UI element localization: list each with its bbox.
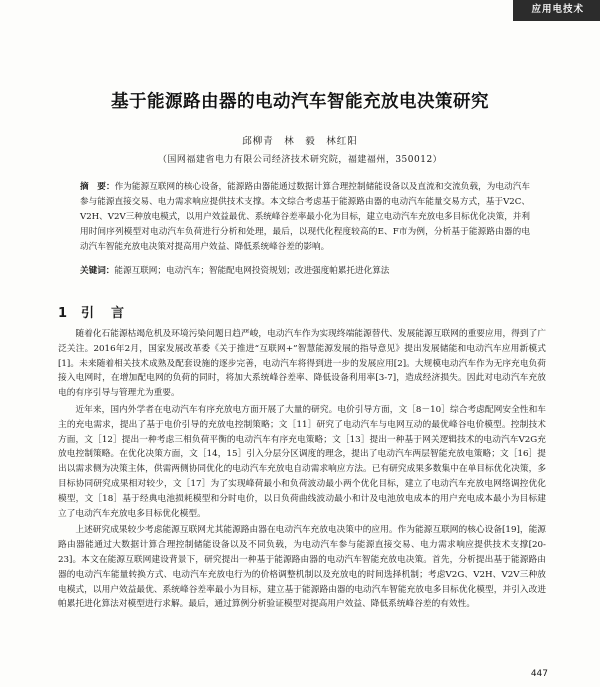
section-title: 引 言 [81, 306, 127, 321]
section-number: 1 [58, 306, 70, 321]
affiliation: （国网福建省电力有限公司经济技术研究院，福建福州，350012） [157, 155, 443, 165]
abstract-text: 作为能源互联网的核心设备，能源路由器能通过数据计算合理控制储能设备以及直流和交流负载，为电动汽车参与能源直接交易、电力需求响应提供技术支撑。本文综合考虑基于能源路由器的电动汽车能量交易方式，基于V2C、V2H、V2V三种放电模式，以用户效益最优、系统峰谷差率最小化为目标，建立电动汽车充放电多目标优化决策，并利用时间序列模型对电动汽车负荷进行分析和处理，最后，以现代化程度较高的E、F市为例，分析基于能源路由器的电动汽车智能充放电决策对提高用户效益、降低系统峰谷差的影响。 [80, 182, 530, 252]
section-heading [58, 302, 126, 321]
body-paragraph: 上述研究成果较少考虑能源互联网尤其能源路由器在电动汽车充放电决策中的应用。作为能源互联网的核心设备[19]，能源路由器能通过大数据计算合理控制储能设备以及不同负载，为电动汽车参与能源直接交易、电力需求响应提供技术支撑[20-23]。本文在能源互联网建设背景下，研究提出一种基于能源路由器的电动汽车智能充放电决策。首先，分析提出基于能源路由器的电动汽车能量转换方式、电动汽车充放电行为的价格调整机制以及充放电的时间选择机制；考虑V2G、V2H、V2V三种放电模式，以用户效益最优、系统峰谷差率最小为目标，建立基于能源路由器的电动汽车智能充放电多目标优化模型，并引入改进帕累托进化算法对模型进行求解。最后，通过算例分析验证模型对提高用户效益、降低系统峰谷差的有效性。 [58, 525, 546, 610]
abstract [80, 180, 530, 255]
paper-title: 基于能源路由器的电动汽车智能充放电决策研究 [111, 92, 489, 112]
body-text [58, 327, 546, 614]
author-list: 邱柳青 林 毅 林红阳 [242, 136, 358, 147]
abstract-label: 摘 要： [80, 182, 115, 192]
body-paragraph: 近年来，国内外学者在电动汽车有序充放电方面开展了大量的研究。电价引导方面，文［8－10］综合考虑配网安全性和车主的充电需求，提出了基于电价引导的充放电控制策略；文［11］研究了电动汽车与电网互动的最优峰谷电价模型。控制技术方面，文［12］提出一种考虑三相负荷平衡的电动汽车有序充电策略；文［13］提出一种基于网关逻辑技术的电动汽车V2G充放电控制策略。在优化决策方面，文［14，15］引入分层分区调度的理念，提出了电动汽车两层智能充放电策略；文［16］提出以需求侧为决策主体，供需两侧协同优化的电动汽车充放电自动需求响应方法。已有研究成果多数集中在单目标优化决策，多目标协同研究成果相对较少，文［17］为了实现峰荷最小和负荷波动最小两个优化目标，建立了电动汽车充放电网络调控优化模型，文［18］基于经典电池损耗模型和分时电价，以日负荷曲线波动最小和计及电池放电成本的用户充电成本最小为目标建立了电动汽车充放电多目标优化模型。 [58, 404, 546, 519]
body-paragraph: 随着化石能源枯竭危机及环境污染问题日趋严峻，电动汽车作为实现终端能源替代、发展能源互联网的重要应用，得到了广泛关注。2016年2月，国家发展改革委《关于推进“互联网+”智慧能源发展的指导意见》提出发展储能和电动汽车应用新模式[1]。未来随着相关技术成熟及配套设施的逐步完善，电动汽车将得到进一步的发展应用[2]。大规模电动汽车作为无序充电负荷接入电网时，在增加配电网的负荷的同时，将加大系统峰谷差率、降低设备利用率[3-7]，造成经济损失。因此对电动汽车充放电的有序引导与管理尤为重要。 [58, 329, 546, 399]
page-number: 447 [530, 669, 548, 679]
keywords-text: 能源互联网；电动汽车；智能配电网投资规划；改进强度帕累托进化算法 [114, 266, 390, 276]
running-header-tag: 应用电技术 [513, 0, 600, 21]
keywords-label: 关键词： [80, 266, 115, 276]
keywords [80, 264, 530, 279]
